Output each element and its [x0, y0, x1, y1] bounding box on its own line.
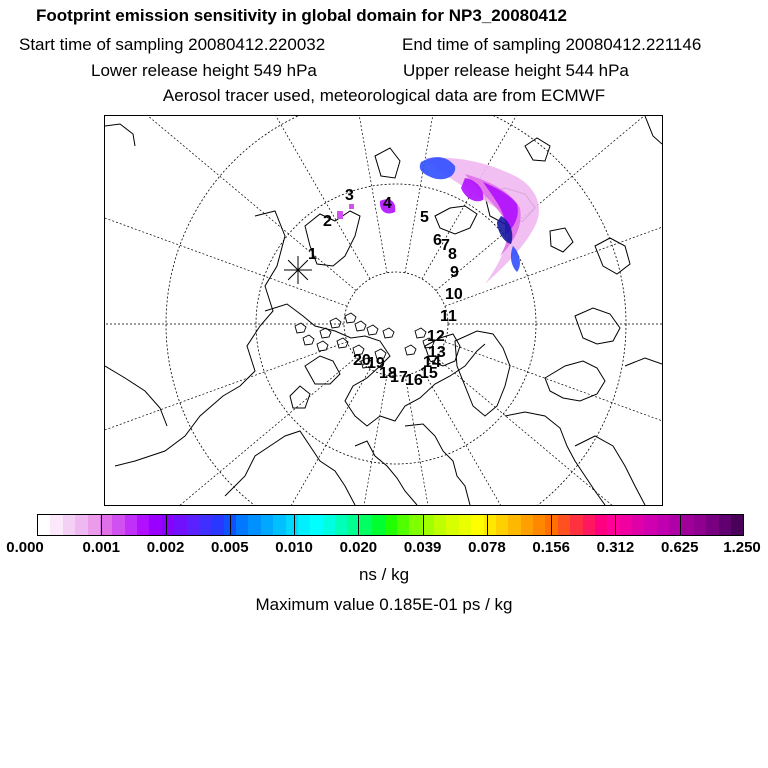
plot-title: Footprint emission sensitivity in global domain for NP3_20080412	[36, 6, 567, 25]
colorbar-cell	[706, 515, 718, 535]
coastline	[625, 358, 662, 366]
sensitivity-spot	[349, 204, 354, 209]
trajectory-label: 16	[405, 372, 423, 389]
coastline	[105, 124, 135, 146]
coastline	[115, 211, 285, 466]
trajectory-label: 1	[308, 246, 317, 263]
colorbar-tick-label: 0.005	[211, 539, 249, 556]
colorbar-separator	[423, 514, 424, 536]
colorbar-cell	[694, 515, 706, 535]
colorbar-cell	[323, 515, 335, 535]
colorbar-cell	[125, 515, 137, 535]
trajectory-label: 6	[433, 232, 442, 249]
colorbar-cell	[273, 515, 285, 535]
island-outline	[415, 328, 426, 338]
meridian-line	[116, 369, 370, 505]
island-outline	[303, 335, 314, 345]
colorbar-tick-label: 0.312	[596, 539, 635, 556]
coastline	[550, 228, 573, 252]
colorbar-separator	[551, 514, 552, 536]
colorbar-cell	[137, 515, 149, 535]
island-outline	[383, 328, 394, 338]
trajectory-label: 15	[420, 365, 438, 382]
coastline	[575, 436, 645, 505]
colorbar-tick-label: 0.002	[146, 539, 185, 556]
colorbar-cell	[149, 515, 161, 535]
colorbar-cell	[496, 515, 508, 535]
colorbar-cell	[521, 515, 533, 535]
island-outline	[405, 345, 416, 355]
colorbar-cell	[385, 515, 397, 535]
colorbar-cell	[236, 515, 248, 535]
colorbar-cell	[558, 515, 570, 535]
colorbar-cell	[248, 515, 260, 535]
colorbar-tick-label: 0.078	[468, 539, 506, 556]
colorbar-cell	[595, 515, 607, 535]
colorbar-cell	[88, 515, 100, 535]
colorbar-tick-label: 0.039	[403, 539, 442, 556]
coastline	[405, 424, 470, 505]
meridian-line	[422, 369, 662, 505]
coastline	[575, 308, 620, 344]
colorbar-cell	[397, 515, 409, 535]
colorbar-cell	[632, 515, 644, 535]
colorbar-separator	[615, 514, 616, 536]
trajectory-label: 17	[390, 369, 408, 386]
coastline	[645, 116, 662, 144]
colorbar-cell	[434, 515, 446, 535]
colorbar-cell	[719, 515, 731, 535]
colorbar-cell	[607, 515, 619, 535]
colorbar-tick-label: 0.020	[339, 539, 378, 556]
coastline	[375, 148, 400, 178]
meridian-line	[422, 116, 662, 279]
colorbar-separator	[487, 514, 488, 536]
coastline	[105, 366, 167, 426]
colorbar-separator	[166, 514, 167, 536]
coastline	[525, 138, 550, 161]
island-outline	[317, 341, 328, 351]
colorbar-cell	[211, 515, 223, 535]
meridian-line	[445, 342, 662, 505]
sampling-start: Start time of sampling 20080412.220032	[19, 35, 326, 54]
trajectory-label: 10	[445, 286, 463, 303]
colorbar-tick-label: 0.625	[660, 539, 699, 556]
colorbar-unit: ns / kg	[358, 565, 410, 584]
coastline	[545, 361, 605, 401]
colorbar-cell	[620, 515, 632, 535]
colorbar-separator	[101, 514, 102, 536]
tracer-note: Aerosol tracer used, meteorological data are from ECMWF	[162, 86, 606, 105]
trajectory-label: 9	[450, 264, 459, 281]
colorbar-cell	[657, 515, 669, 535]
colorbar-cell	[533, 515, 545, 535]
coastline	[305, 356, 340, 384]
colorbar-cell	[187, 515, 199, 535]
coastline	[595, 238, 630, 274]
colorbar-cell	[50, 515, 62, 535]
island-outline	[295, 323, 306, 333]
release-upper: Upper release height 544 hPa	[403, 61, 629, 80]
meridian-line	[436, 116, 662, 291]
trajectory-label: 8	[448, 246, 457, 263]
colorbar-cell	[644, 515, 656, 535]
colorbar-cell	[682, 515, 694, 535]
colorbar-cell	[162, 515, 174, 535]
trajectory-label: 20	[353, 352, 371, 369]
colorbar-tick-label: 0.010	[275, 539, 313, 556]
sensitivity-spot	[337, 211, 343, 219]
colorbar-cell	[174, 515, 186, 535]
island-outline	[367, 325, 378, 335]
island-outline	[345, 313, 356, 323]
trajectory-label: 7	[441, 237, 450, 254]
colorbar-cell	[199, 515, 211, 535]
maximum-value: Maximum value 0.185E-01 ps / kg	[255, 595, 513, 614]
colorbar-cell	[372, 515, 384, 535]
trajectory-label: 11	[440, 308, 457, 325]
colorbar-separator	[230, 514, 231, 536]
colorbar-cell	[112, 515, 124, 535]
colorbar-tick-label: 0.001	[82, 539, 121, 556]
trajectory-label: 19	[367, 355, 385, 372]
colorbar-cell	[298, 515, 310, 535]
trajectory-label: 2	[323, 213, 332, 230]
colorbar-cell	[286, 515, 298, 535]
meridian-line	[436, 357, 662, 505]
colorbar-separator	[358, 514, 359, 536]
colorbar-cell	[508, 515, 520, 535]
trajectory-label: 3	[345, 187, 354, 204]
colorbar-tick-label: 0.000	[6, 539, 44, 556]
meridian-line	[105, 357, 356, 505]
colorbar-cell	[63, 515, 75, 535]
coastline	[505, 412, 605, 505]
meridian-line	[445, 132, 662, 306]
trajectory-label: 13	[428, 344, 446, 361]
trajectory-label: 18	[379, 365, 397, 382]
colorbar-cell	[38, 515, 50, 535]
colorbar-separator	[680, 514, 681, 536]
colorbar-cell	[446, 515, 458, 535]
trajectory-label: 14	[423, 354, 441, 371]
colorbar-cell	[75, 515, 87, 535]
coastline	[355, 441, 417, 505]
colorbar-cell	[310, 515, 322, 535]
coastline	[225, 431, 355, 505]
colorbar-cell	[731, 515, 743, 535]
colorbar-tick-label: 0.156	[532, 539, 570, 556]
meridian-line	[116, 116, 370, 279]
colorbar-separator	[294, 514, 295, 536]
colorbar-cell	[335, 515, 347, 535]
colorbar-cell	[459, 515, 471, 535]
colorbar-cell	[471, 515, 483, 535]
release-lower: Lower release height 549 hPa	[91, 61, 317, 80]
meridian-line	[105, 132, 347, 306]
colorbar-cell	[583, 515, 595, 535]
coastline	[455, 331, 510, 416]
island-outline	[330, 318, 341, 328]
meridian-line	[105, 342, 347, 505]
colorbar-cell	[570, 515, 582, 535]
polar-map	[104, 115, 663, 506]
colorbar	[37, 514, 744, 536]
island-outline	[337, 338, 348, 348]
colorbar-cell	[360, 515, 372, 535]
colorbar-tick-label: 1.250	[723, 539, 761, 556]
colorbar-cell	[484, 515, 496, 535]
trajectory-label: 5	[420, 209, 429, 226]
colorbar-cell	[409, 515, 421, 535]
trajectory-label: 4	[383, 195, 392, 212]
sampling-end: End time of sampling 20080412.221146	[402, 35, 702, 54]
island-outline	[355, 321, 366, 331]
trajectory-label: 12	[427, 328, 445, 345]
colorbar-cell	[261, 515, 273, 535]
